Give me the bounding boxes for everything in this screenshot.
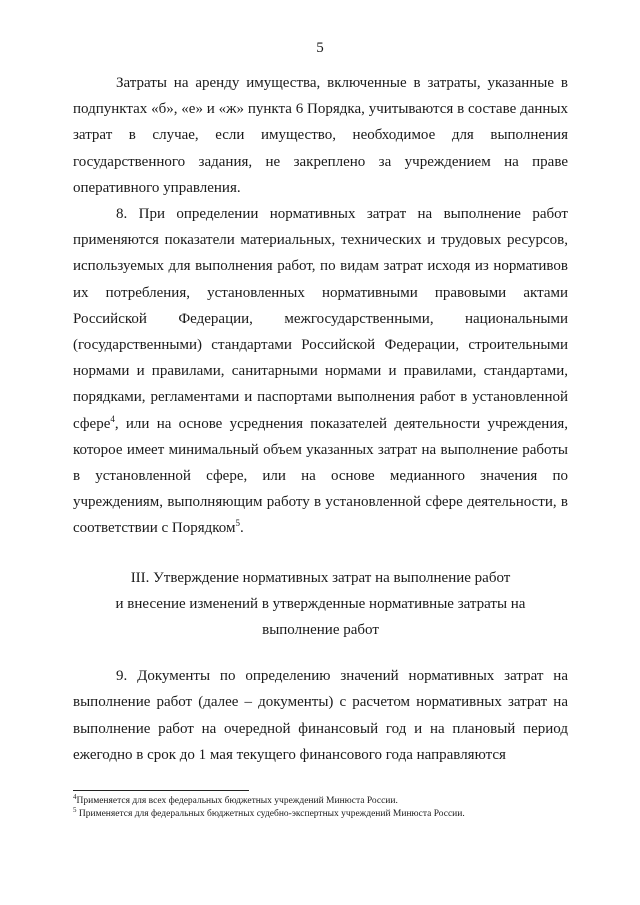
footnote-mark-4: 4	[73, 792, 77, 801]
document-body	[73, 70, 568, 768]
footnote-text-4: Применяется для всех федеральных бюджетных учреждений Минюста России.	[76, 796, 398, 806]
footnote-4	[73, 792, 568, 808]
footnote-ref-4[interactable]: 4	[110, 413, 115, 424]
footnote-5	[73, 805, 568, 821]
footnote-ref-5[interactable]: 5	[235, 518, 241, 529]
page-number: 5	[316, 40, 324, 56]
paragraph-8-text-1: 8. При определении нормативных затрат на выполнение работ применяются показатели материальных, технических и трудовых ресурсов, используемых для выполнения работ, по видам затрат исходя из нормативов их потребления, установленных нормативными правовыми актами Российской Федерации, межгосударственными, национальными (государственными) стандартами Российской Федерации, строительными нормами и правилами, санитарными нормами и правилами, стандартами, порядками, регламентами и паспортами выполнения работ в установленной сфере	[73, 206, 568, 432]
paragraph-9: 9. Документы по определению значений нормативных затрат на выполнение работ (далее – документы) с расчетом нормативных затрат на выполнение работ на очередной финансовый год и на плановый период ежегодно в срок до 1 мая текущего финансового года направляются	[73, 668, 568, 763]
footnote-mark-5: 5	[73, 805, 77, 814]
section-heading-line-3: выполнение работ	[262, 622, 379, 639]
paragraph-8-text-2: , или на основе усреднения показателей деятельности учреждения, которое имеет минимальный объем указанных затрат на выполнение работы в установленной сфере, или на основе медианного значения по учреждениям, выполняющим работу в установленной сфере деятельности, в соответствии с Порядком	[73, 415, 568, 537]
paragraph-8	[73, 201, 568, 542]
footnote-divider	[73, 790, 249, 791]
paragraph-rent-costs: Затраты на аренду имущества, включенные в затраты, указанные в подпунктах «б», «е» и «ж» пункта 6 Порядка, учитываются в составе данных затрат в случае, если имущество, необходимое для выполнения государственного задания, не закреплено за учреждением на праве оперативного управления.	[73, 75, 568, 196]
paragraph-8-end: .	[240, 520, 244, 537]
footnote-text-5: Применяется для федеральных бюджетных судебно-экспертных учреждений Минюста России.	[76, 809, 465, 819]
footnotes	[73, 792, 568, 821]
section-heading-line-1: III. Утверждение нормативных затрат на выполнение работ	[130, 569, 511, 586]
section-heading	[73, 565, 568, 644]
section-heading-line-2: и внесение изменений в утвержденные нормативные затраты на	[115, 595, 526, 612]
